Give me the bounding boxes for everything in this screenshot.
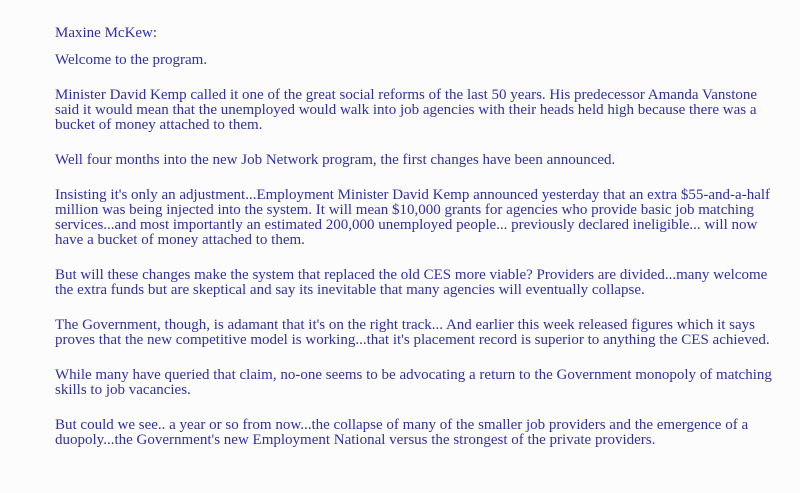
transcript-paragraph: Welcome to the program. xyxy=(55,52,208,68)
transcript-paragraph: Insisting it's only an adjustment...Employment Minister David Kemp announced yesterday that an extra $55-and-a-half million was being injected into the system. It will mean $10,000 grants for agencies who provide basic job matching services...and most importantly an estimated 200,000 unemployed people... previously declared ineligible... will now have a bucket of money attached to them. xyxy=(55,187,771,248)
speaker-name: Maxine McKew: xyxy=(55,25,158,41)
transcript-paragraph: Minister David Kemp called it one of the great social reforms of the last 50 years. His predecessor Amanda Vanstone said it would mean that the unemployed would walk into job agencies with their heads held high because there was a bucket of money attached to them. xyxy=(55,87,758,133)
transcript-paragraph: But will these changes make the system that replaced the old CES more viable? Providers are divided...many welcome the extra funds but are skeptical and say its inevitable that many agencies will eventually collapse. xyxy=(55,267,768,298)
transcript-body xyxy=(55,53,780,448)
transcript-paragraph: Well four months into the new Job Network program, the first changes have been announced. xyxy=(55,152,616,168)
transcript-paragraph: While many have queried that claim, no-one seems to be advocating a return to the Government monopoly of matching skills to job vacancies. xyxy=(55,367,772,398)
transcript-paragraph: But could we see.. a year or so from now...the collapse of many of the smaller job providers and the emergence of a duopoly...the Government's new Employment National versus the strongest of the private providers. xyxy=(55,417,749,448)
transcript-paragraph: The Government, though, is adamant that it's on the right track... And earlier this week released figures which it says proves that the new competitive model is working...that it's placement record is superior to anything the CES achieved. xyxy=(55,317,770,348)
